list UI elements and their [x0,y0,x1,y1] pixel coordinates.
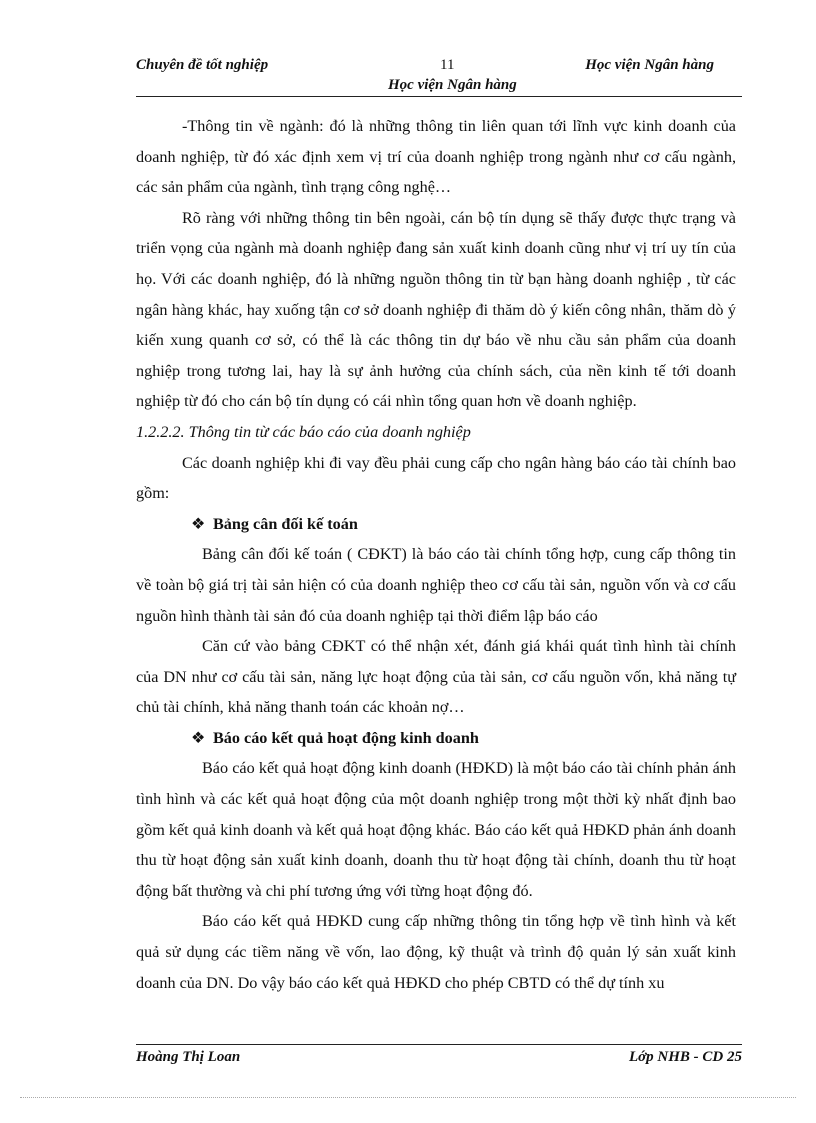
document-body [136,111,736,998]
diamond-bullet-icon: ❖ [191,728,206,747]
paragraph-balance-sheet-analysis: Căn cứ vào bảng CĐKT có thể nhận xét, đánh giá khái quát tình hình tài chính của DN như cơ cấu tài sản, năng lực hoạt động của tài sản, cơ cấu nguồn vốn, khả năng tự chủ tài chính, khả năng thanh toán các khoản nợ… [136,637,736,717]
header-right: Học viện Ngân hàng [585,57,714,73]
page-header [136,57,742,97]
footer-rule [136,1044,742,1045]
header-sub: Học viện Ngân hàng [388,77,517,93]
footer-class: Lớp NHB - CD 25 [628,1049,742,1065]
section-heading: 1.2.2.2. Thông tin từ các báo cáo của doanh nghiệp [136,422,471,441]
header-rule [136,96,742,97]
paragraph-balance-sheet: Bảng cân đối kế toán ( CĐKT) là báo cáo tài chính tổng hợp, cung cấp thông tin về toàn bộ giá trị tài sản hiện có của doanh nghiệp theo cơ cấu tài sản, nguồn vốn và cơ cấu nguồn hình thành tài sản đó của doanh nghiệp tại thời điểm lập báo cáo [136,545,736,625]
header-left: Chuyên đề tốt nghiệp [136,57,269,73]
paragraph-reports-intro: Các doanh nghiệp khi đi vay đều phải cung cấp cho ngân hàng báo cáo tài chính bao gồm: [136,453,736,503]
bullet-balance-sheet [136,509,736,540]
paragraph-income-statement: Báo cáo kết quả hoạt động kinh doanh (HĐKD) là một báo cáo tài chính phản ánh tình hình và các kết quả hoạt động của một doanh nghiệp trong một thời kỳ nhất định bao gồm kết quả kinh doanh và kết quả hoạt động khác. Báo cáo kết quả HĐKD phản ánh doanh thu từ hoạt động sản xuất kinh doanh, doanh thu từ hoạt động tài chính, doanh thu từ hoạt động bất thường và chi phí tương ứng với từng hoạt động đó. [136,759,736,900]
paragraph-industry-info: -Thông tin về ngành: đó là những thông tin liên quan tới lĩnh vực kinh doanh của doanh nghiệp, từ đó xác định xem vị trí của doanh nghiệp trong ngành như cơ cấu ngành, các sản phẩm của ngành, tình trạng công nghệ… [136,117,736,197]
bullet-income-statement [136,723,736,754]
diamond-bullet-icon: ❖ [191,514,206,533]
page-number: 11 [440,57,455,73]
page-bottom-border [20,1097,796,1098]
paragraph-income-statement-usage: Báo cáo kết quả HĐKD cung cấp những thông tin tổng hợp về tình hình và kết quả sử dụng các tiềm năng về vốn, lao động, kỹ thuật và trình độ quản lý sản xuất kinh doanh của DN. Do vậy báo cáo kết quả HĐKD cho phép CBTD có thể dự tính xu [136,912,736,992]
footer-author: Hoàng Thị Loan [136,1049,241,1065]
bullet-income-statement-label: Báo cáo kết quả hoạt động kinh doanh [213,728,479,747]
paragraph-external-info: Rõ ràng với những thông tin bên ngoài, cán bộ tín dụng sẽ thấy được thực trạng và triển vọng của ngành mà doanh nghiệp đang sản xuất kinh doanh cũng như vị trí uy tín của họ. Với các doanh nghiệp, đó là những nguồn thông tin từ bạn hàng doanh nghiệp , từ các ngân hàng khác, hay xuống tận cơ sở doanh nghiệp đi thăm dò ý kiến công nhân, thăm dò ý kiến xung quanh cơ sở, có thể là các thông tin dự báo về nhu cầu sản phẩm của doanh nghiệp trong tương lai, hay là sự ảnh hưởng của chính sách, của nền kinh tế tới doanh nghiệp từ đó cho cán bộ tín dụng có cái nhìn tổng quan hơn về doanh nghiệp. [136,208,736,411]
bullet-balance-sheet-label: Bảng cân đối kế toán [213,514,358,533]
